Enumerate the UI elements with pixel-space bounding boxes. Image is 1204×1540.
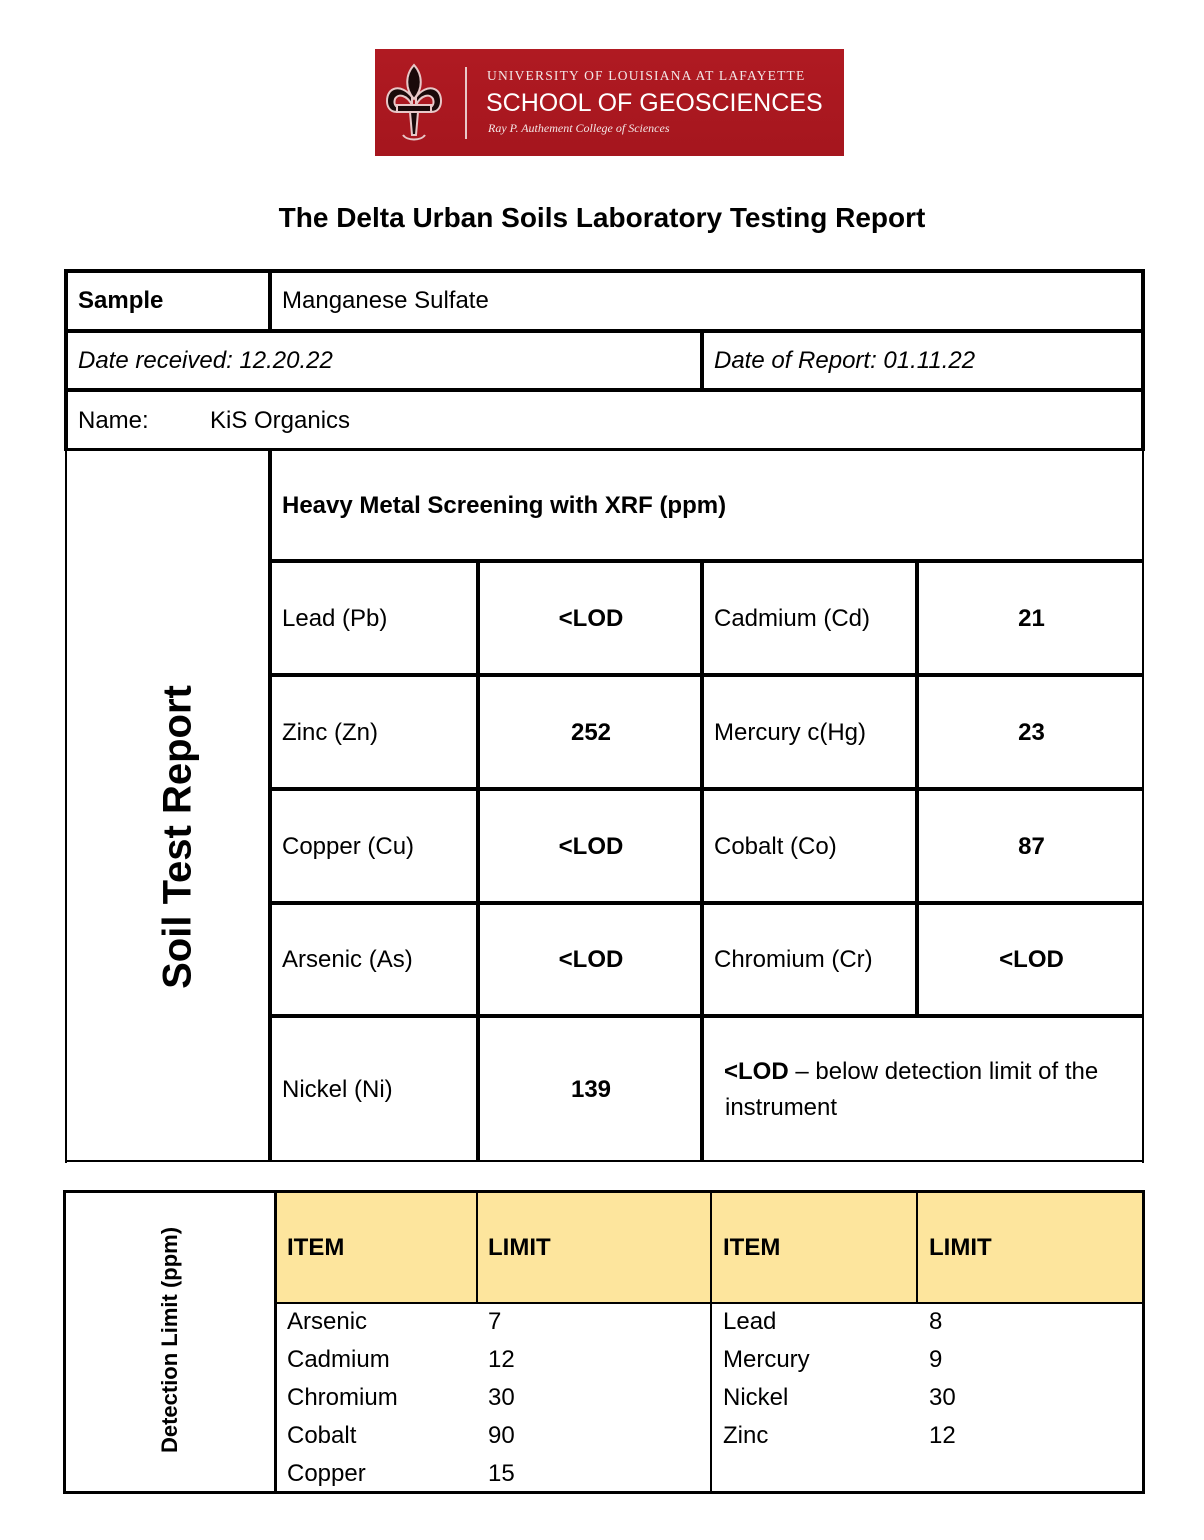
date-received: Date received: 12.20.22	[78, 347, 333, 374]
detection-item: Nickel	[723, 1384, 789, 1411]
name-value: KiS Organics	[210, 407, 351, 434]
lod-note-text: – below detection limit of the	[788, 1058, 1099, 1085]
result-element: Copper (Cu)	[282, 833, 415, 860]
detection-item: Mercury	[723, 1346, 810, 1373]
result-element: Nickel (Ni)	[282, 1076, 393, 1103]
detection-limit: 90	[488, 1422, 515, 1449]
detection-limit-label: Detection Limit (ppm)	[157, 1226, 182, 1454]
screening-header: Heavy Metal Screening with XRF (ppm)	[282, 492, 727, 519]
sample-value: Manganese Sulfate	[282, 287, 489, 314]
detection-header-limit: LIMIT	[488, 1234, 551, 1261]
detection-item: Cadmium	[287, 1346, 390, 1373]
detection-header-item: ITEM	[723, 1234, 781, 1261]
result-value: <LOD	[558, 605, 624, 632]
result-element: Mercury c(Hg)	[714, 719, 867, 746]
detection-header-item: ITEM	[287, 1234, 345, 1261]
result-element: Cadmium (Cd)	[714, 605, 871, 632]
detection-limit: 15	[488, 1460, 515, 1487]
result-element: Lead (Pb)	[282, 605, 388, 632]
result-element: Arsenic (As)	[282, 946, 413, 973]
detection-item: Chromium	[287, 1384, 398, 1411]
detection-limit: 12	[488, 1346, 515, 1373]
detection-limit: 8	[929, 1308, 943, 1335]
detection-item: Arsenic	[287, 1308, 368, 1335]
lod-note	[724, 1058, 1098, 1086]
university-name: UNIVERSITY OF LOUISIANA AT LAFAYETTE	[487, 68, 806, 83]
result-element: Cobalt (Co)	[714, 833, 837, 860]
college-name: Ray P. Authement College of Sciences	[488, 121, 670, 135]
result-element: Chromium (Cr)	[714, 946, 873, 973]
result-element: Zinc (Zn)	[282, 719, 378, 746]
detection-item: Zinc	[723, 1422, 769, 1449]
soil-test-report-label: Soil Test Report	[155, 685, 200, 989]
logo-divider	[465, 67, 467, 139]
lod-note-term: <LOD	[724, 1058, 789, 1085]
report-title: The Delta Urban Soils Laboratory Testing Report	[278, 202, 926, 233]
detection-header-limit: LIMIT	[929, 1234, 992, 1261]
result-value: 21	[1018, 605, 1045, 632]
result-value: 139	[570, 1076, 612, 1103]
result-value: 23	[1018, 719, 1045, 746]
name-label: Name:	[78, 407, 149, 434]
lod-note-continuation: instrument	[725, 1094, 838, 1121]
result-value: <LOD	[558, 833, 624, 860]
fleur-de-lis-icon	[383, 61, 445, 145]
detection-limit: 9	[929, 1346, 943, 1373]
date-of-report: Date of Report: 01.11.22	[714, 347, 976, 374]
result-value: 252	[570, 719, 612, 746]
school-name: SCHOOL OF GEOSCIENCES	[486, 89, 823, 117]
school-logo-banner	[375, 49, 844, 156]
result-value: <LOD	[558, 946, 624, 973]
sample-label: Sample	[78, 287, 164, 314]
detection-limit: 7	[488, 1308, 502, 1335]
result-value: 87	[1018, 833, 1045, 860]
detection-item: Copper	[287, 1460, 366, 1487]
detection-limit: 12	[929, 1422, 956, 1449]
detection-limit: 30	[929, 1384, 956, 1411]
detection-item: Cobalt	[287, 1422, 357, 1449]
detection-limit: 30	[488, 1384, 515, 1411]
detection-item: Lead	[723, 1308, 777, 1335]
result-value: <LOD	[999, 946, 1064, 973]
